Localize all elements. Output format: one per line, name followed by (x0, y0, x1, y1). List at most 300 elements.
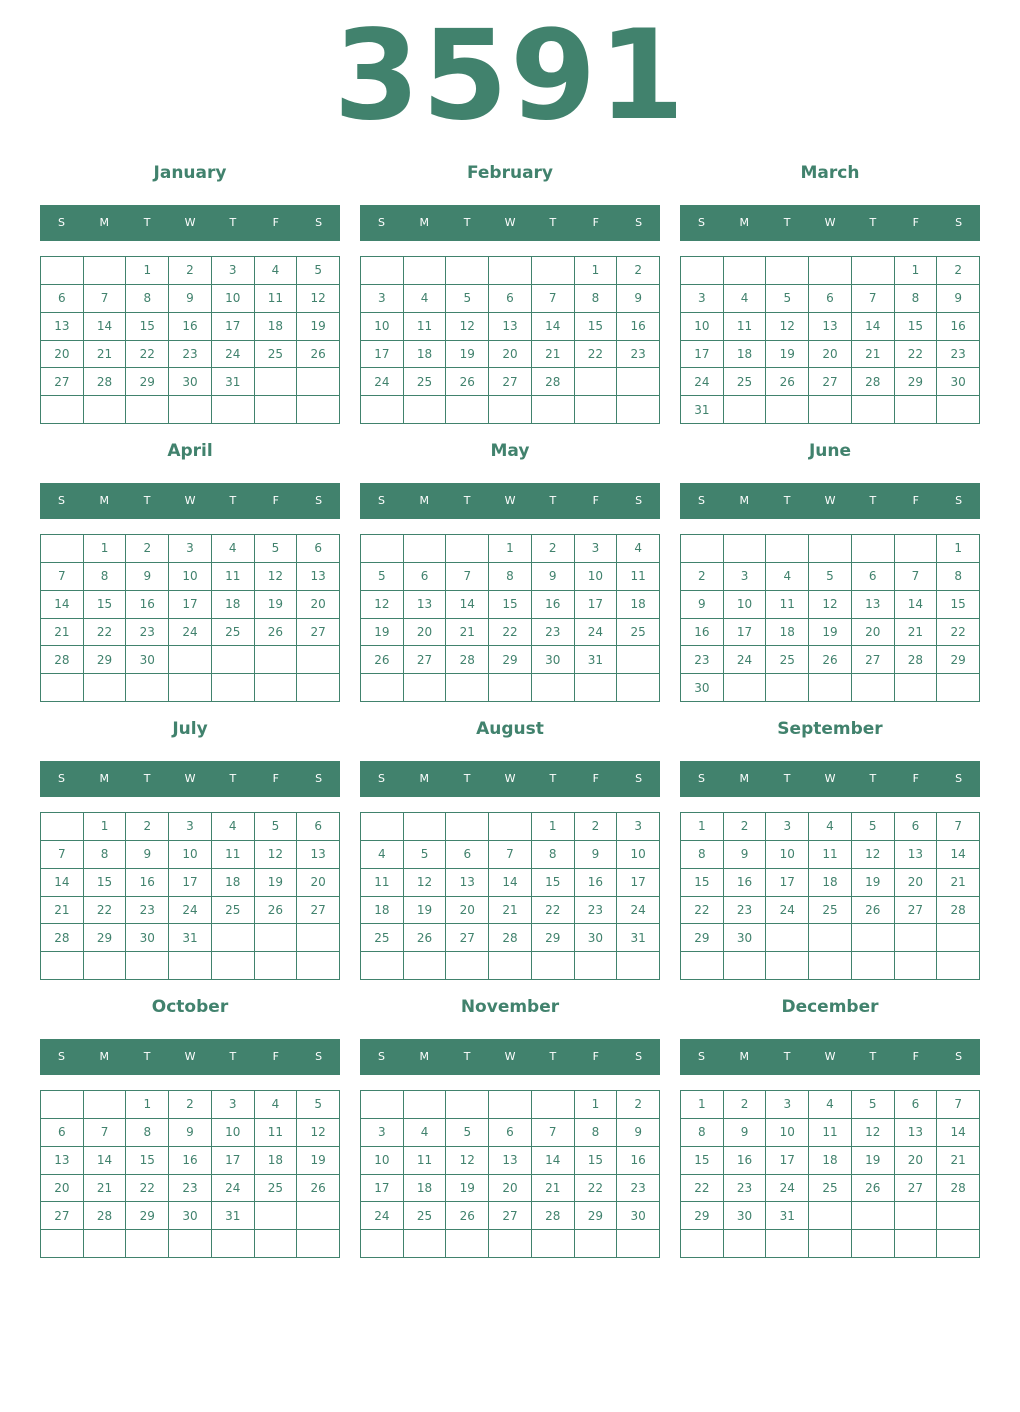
day-cell: 20 (489, 341, 532, 369)
empty-cell (852, 674, 895, 702)
day-cell: 23 (126, 619, 169, 647)
day-cell: 23 (169, 341, 212, 369)
day-cell: 3 (169, 535, 212, 563)
empty-cell (724, 674, 767, 702)
empty-cell (84, 1230, 127, 1258)
day-cell: 26 (255, 897, 298, 925)
day-cell: 21 (41, 897, 84, 925)
day-cell: 14 (532, 313, 575, 341)
weekday-header (360, 761, 660, 797)
day-cell: 5 (297, 257, 340, 285)
weekday-label: F (592, 1050, 599, 1063)
day-cell: 12 (297, 1119, 340, 1147)
weekday-label: W (824, 216, 836, 229)
empty-cell (297, 924, 340, 952)
day-cell: 20 (809, 341, 852, 369)
empty-cell (41, 674, 84, 702)
empty-cell (575, 368, 618, 396)
empty-cell (681, 257, 724, 285)
day-cell: 14 (446, 591, 489, 619)
day-cell: 23 (169, 1175, 212, 1203)
day-cell: 16 (532, 591, 575, 619)
day-cell: 29 (126, 368, 169, 396)
empty-cell (41, 535, 84, 563)
day-cell: 26 (297, 341, 340, 369)
day-cell: 5 (255, 535, 298, 563)
weekday-header (360, 483, 660, 519)
day-cell: 18 (766, 619, 809, 647)
day-cell: 13 (297, 563, 340, 591)
day-cell: 18 (255, 313, 298, 341)
day-cell: 23 (575, 897, 618, 925)
weekday-label: W (824, 772, 836, 785)
empty-cell (937, 1230, 980, 1258)
day-cell: 29 (84, 924, 127, 952)
empty-cell (212, 924, 255, 952)
day-cell: 26 (446, 1202, 489, 1230)
weekday-label: W (824, 1050, 836, 1063)
weekday-label: M (419, 216, 430, 229)
weekday-label: T (869, 1050, 877, 1063)
day-cell: 21 (852, 341, 895, 369)
day-cell: 2 (126, 535, 169, 563)
weekday-label: W (184, 772, 196, 785)
day-cell: 2 (724, 813, 767, 841)
weekday-label: M (99, 494, 110, 507)
day-cell: 9 (724, 1119, 767, 1147)
day-cell: 15 (575, 313, 618, 341)
empty-cell (617, 368, 660, 396)
day-cell: 30 (169, 368, 212, 396)
empty-cell (809, 924, 852, 952)
day-cell: 1 (681, 813, 724, 841)
weekday-header (680, 483, 980, 519)
day-cell: 1 (126, 257, 169, 285)
day-cell: 13 (489, 1147, 532, 1175)
empty-cell (575, 396, 618, 424)
day-cell: 8 (84, 841, 127, 869)
weekday-label: F (912, 772, 919, 785)
day-cell: 16 (681, 619, 724, 647)
empty-cell (446, 813, 489, 841)
day-cell: 19 (446, 1175, 489, 1203)
empty-cell (766, 535, 809, 563)
weekday-label: T (229, 772, 237, 785)
weekday-label: T (783, 216, 791, 229)
day-cell: 31 (766, 1202, 809, 1230)
day-cell: 14 (895, 591, 938, 619)
empty-cell (575, 674, 618, 702)
day-cell: 9 (169, 1119, 212, 1147)
day-cell: 31 (617, 924, 660, 952)
day-cell: 19 (852, 1147, 895, 1175)
empty-cell (169, 646, 212, 674)
empty-cell (255, 646, 298, 674)
empty-cell (895, 1230, 938, 1258)
day-cell: 12 (255, 563, 298, 591)
day-cell: 11 (809, 841, 852, 869)
day-cell: 15 (126, 313, 169, 341)
day-cell: 28 (489, 924, 532, 952)
day-cell: 6 (852, 563, 895, 591)
day-cell: 15 (126, 1147, 169, 1175)
day-cell: 14 (532, 1147, 575, 1175)
empty-cell (852, 396, 895, 424)
day-cell: 30 (126, 646, 169, 674)
day-cell: 31 (169, 924, 212, 952)
day-cell: 28 (446, 646, 489, 674)
empty-cell (895, 674, 938, 702)
empty-cell (404, 1091, 447, 1119)
empty-cell (766, 257, 809, 285)
day-cell: 2 (532, 535, 575, 563)
day-cell: 28 (895, 646, 938, 674)
day-cell: 4 (255, 257, 298, 285)
day-cell: 29 (532, 924, 575, 952)
day-cell: 5 (404, 841, 447, 869)
day-cell: 24 (212, 1175, 255, 1203)
day-cell: 16 (617, 313, 660, 341)
day-cell: 14 (489, 869, 532, 897)
empty-cell (169, 396, 212, 424)
day-cell: 4 (809, 1091, 852, 1119)
day-cell: 28 (852, 368, 895, 396)
day-cell: 11 (255, 285, 298, 313)
empty-cell (255, 924, 298, 952)
day-cell: 25 (809, 897, 852, 925)
day-cell: 20 (852, 619, 895, 647)
day-cell: 22 (937, 619, 980, 647)
day-cell: 22 (681, 897, 724, 925)
day-cell: 20 (895, 1147, 938, 1175)
day-cell: 28 (937, 1175, 980, 1203)
empty-cell (681, 535, 724, 563)
day-cell: 11 (809, 1119, 852, 1147)
empty-cell (575, 952, 618, 980)
day-cell: 17 (169, 591, 212, 619)
day-cell: 19 (766, 341, 809, 369)
weekday-label: S (57, 216, 65, 229)
day-cell: 1 (126, 1091, 169, 1119)
day-cell: 27 (489, 368, 532, 396)
weekday-label: M (99, 772, 110, 785)
day-cell: 3 (724, 563, 767, 591)
empty-cell (532, 1230, 575, 1258)
empty-cell (809, 396, 852, 424)
empty-cell (84, 674, 127, 702)
day-cell: 25 (766, 646, 809, 674)
empty-cell (489, 1230, 532, 1258)
empty-cell (126, 952, 169, 980)
day-cell: 30 (724, 1202, 767, 1230)
empty-cell (255, 952, 298, 980)
empty-cell (766, 952, 809, 980)
day-cell: 26 (766, 368, 809, 396)
day-cell: 10 (766, 841, 809, 869)
day-cell: 20 (297, 591, 340, 619)
day-cell: 19 (446, 341, 489, 369)
weekday-label: W (504, 494, 516, 507)
weekday-label: T (463, 216, 471, 229)
day-cell: 14 (937, 841, 980, 869)
weekday-label: W (504, 216, 516, 229)
empty-cell (766, 1230, 809, 1258)
day-cell: 26 (809, 646, 852, 674)
day-cell: 18 (255, 1147, 298, 1175)
day-cell: 7 (41, 841, 84, 869)
empty-cell (809, 952, 852, 980)
day-cell: 7 (937, 1091, 980, 1119)
day-cell: 6 (446, 841, 489, 869)
weekday-label: F (272, 772, 279, 785)
weekday-label: S (57, 1050, 65, 1063)
weekday-label: S (697, 1050, 705, 1063)
day-cell: 17 (766, 869, 809, 897)
day-cell: 20 (446, 897, 489, 925)
day-cell: 18 (212, 591, 255, 619)
month-name: June (808, 441, 852, 461)
weekday-label: T (783, 1050, 791, 1063)
day-cell: 17 (575, 591, 618, 619)
empty-cell (532, 257, 575, 285)
day-cell: 8 (126, 285, 169, 313)
day-cell: 3 (766, 1091, 809, 1119)
weekday-header (40, 1039, 340, 1075)
empty-cell (404, 952, 447, 980)
day-cell: 6 (809, 285, 852, 313)
day-cell: 14 (84, 1147, 127, 1175)
empty-cell (937, 396, 980, 424)
empty-cell (852, 952, 895, 980)
empty-cell (617, 1230, 660, 1258)
day-cell: 15 (489, 591, 532, 619)
empty-cell (126, 396, 169, 424)
empty-cell (297, 368, 340, 396)
empty-cell (766, 924, 809, 952)
weekday-label: S (635, 772, 643, 785)
day-cell: 21 (84, 1175, 127, 1203)
day-cell: 25 (255, 1175, 298, 1203)
day-cell: 7 (852, 285, 895, 313)
day-cell: 27 (404, 646, 447, 674)
day-cell: 10 (212, 1119, 255, 1147)
day-grid (40, 812, 340, 980)
day-cell: 2 (724, 1091, 767, 1119)
empty-cell (255, 674, 298, 702)
day-cell: 17 (681, 341, 724, 369)
weekday-label: T (869, 216, 877, 229)
day-cell: 11 (255, 1119, 298, 1147)
day-cell: 2 (575, 813, 618, 841)
day-grid (40, 1090, 340, 1258)
day-cell: 6 (297, 813, 340, 841)
day-cell: 11 (724, 313, 767, 341)
weekday-label: M (99, 1050, 110, 1063)
empty-cell (809, 535, 852, 563)
day-cell: 10 (766, 1119, 809, 1147)
day-cell: 28 (84, 368, 127, 396)
day-cell: 11 (361, 869, 404, 897)
day-cell: 27 (41, 1202, 84, 1230)
empty-cell (489, 674, 532, 702)
empty-cell (255, 1230, 298, 1258)
month-name: July (172, 719, 208, 739)
day-cell: 21 (532, 1175, 575, 1203)
day-cell: 25 (617, 619, 660, 647)
empty-cell (255, 368, 298, 396)
empty-cell (361, 952, 404, 980)
day-cell: 7 (446, 563, 489, 591)
day-cell: 13 (895, 841, 938, 869)
day-cell: 17 (212, 313, 255, 341)
day-cell: 9 (681, 591, 724, 619)
day-cell: 31 (212, 368, 255, 396)
day-cell: 10 (617, 841, 660, 869)
day-cell: 5 (809, 563, 852, 591)
empty-cell (681, 1230, 724, 1258)
empty-cell (532, 396, 575, 424)
day-cell: 7 (84, 1119, 127, 1147)
empty-cell (489, 257, 532, 285)
day-cell: 19 (255, 869, 298, 897)
day-cell: 21 (41, 619, 84, 647)
empty-cell (937, 1202, 980, 1230)
weekday-label: T (463, 494, 471, 507)
weekday-label: W (504, 1050, 516, 1063)
day-cell: 4 (212, 535, 255, 563)
day-cell: 4 (212, 813, 255, 841)
day-cell: 22 (575, 341, 618, 369)
day-cell: 22 (126, 1175, 169, 1203)
day-grid (680, 534, 980, 702)
weekday-label: T (143, 216, 151, 229)
empty-cell (575, 1230, 618, 1258)
empty-cell (617, 396, 660, 424)
day-cell: 11 (212, 841, 255, 869)
day-cell: 18 (724, 341, 767, 369)
day-cell: 14 (41, 869, 84, 897)
day-cell: 20 (41, 341, 84, 369)
day-cell: 10 (575, 563, 618, 591)
day-cell: 21 (446, 619, 489, 647)
day-cell: 8 (575, 285, 618, 313)
empty-cell (361, 396, 404, 424)
empty-cell (489, 952, 532, 980)
day-cell: 11 (404, 1147, 447, 1175)
day-cell: 11 (212, 563, 255, 591)
day-cell: 13 (489, 313, 532, 341)
weekday-label: F (912, 216, 919, 229)
day-cell: 25 (255, 341, 298, 369)
day-cell: 20 (895, 869, 938, 897)
day-cell: 13 (446, 869, 489, 897)
day-cell: 8 (126, 1119, 169, 1147)
weekday-label: M (99, 216, 110, 229)
empty-cell (41, 257, 84, 285)
day-cell: 9 (126, 563, 169, 591)
weekday-label: S (635, 216, 643, 229)
day-cell: 29 (681, 924, 724, 952)
empty-cell (489, 1091, 532, 1119)
day-cell: 11 (766, 591, 809, 619)
day-cell: 1 (681, 1091, 724, 1119)
day-cell: 15 (84, 869, 127, 897)
weekday-label: T (549, 772, 557, 785)
day-cell: 24 (212, 341, 255, 369)
weekday-label: S (377, 772, 385, 785)
day-cell: 16 (169, 313, 212, 341)
weekday-label: S (315, 216, 323, 229)
day-cell: 21 (937, 1147, 980, 1175)
weekday-label: T (783, 772, 791, 785)
day-cell: 30 (937, 368, 980, 396)
day-cell: 14 (852, 313, 895, 341)
day-cell: 18 (361, 897, 404, 925)
day-cell: 17 (617, 869, 660, 897)
day-cell: 31 (575, 646, 618, 674)
weekday-header (40, 761, 340, 797)
empty-cell (255, 1202, 298, 1230)
day-cell: 2 (937, 257, 980, 285)
year-title: 3591 (333, 4, 687, 148)
day-cell: 10 (681, 313, 724, 341)
day-cell: 2 (169, 1091, 212, 1119)
empty-cell (895, 396, 938, 424)
weekday-label: S (635, 1050, 643, 1063)
empty-cell (446, 1091, 489, 1119)
day-cell: 16 (575, 869, 618, 897)
day-cell: 6 (895, 1091, 938, 1119)
day-cell: 22 (895, 341, 938, 369)
weekday-label: M (739, 1050, 750, 1063)
day-cell: 24 (766, 1175, 809, 1203)
day-cell: 22 (681, 1175, 724, 1203)
empty-cell (361, 535, 404, 563)
day-cell: 15 (681, 1147, 724, 1175)
day-cell: 23 (724, 897, 767, 925)
weekday-label: S (635, 494, 643, 507)
day-cell: 21 (937, 869, 980, 897)
day-cell: 13 (41, 1147, 84, 1175)
day-cell: 28 (532, 1202, 575, 1230)
day-cell: 21 (84, 341, 127, 369)
day-cell: 30 (681, 674, 724, 702)
day-cell: 5 (446, 285, 489, 313)
empty-cell (937, 924, 980, 952)
day-cell: 24 (766, 897, 809, 925)
empty-cell (724, 257, 767, 285)
day-cell: 7 (489, 841, 532, 869)
day-cell: 17 (724, 619, 767, 647)
month-name: April (167, 441, 213, 461)
empty-cell (617, 952, 660, 980)
day-cell: 14 (937, 1119, 980, 1147)
weekday-header (360, 205, 660, 241)
day-cell: 6 (895, 813, 938, 841)
day-cell: 29 (126, 1202, 169, 1230)
weekday-label: W (184, 494, 196, 507)
day-cell: 10 (724, 591, 767, 619)
day-cell: 6 (297, 535, 340, 563)
weekday-label: S (315, 772, 323, 785)
day-cell: 18 (617, 591, 660, 619)
empty-cell (724, 535, 767, 563)
day-cell: 3 (617, 813, 660, 841)
empty-cell (169, 952, 212, 980)
day-cell: 4 (404, 1119, 447, 1147)
day-cell: 19 (809, 619, 852, 647)
day-cell: 31 (212, 1202, 255, 1230)
